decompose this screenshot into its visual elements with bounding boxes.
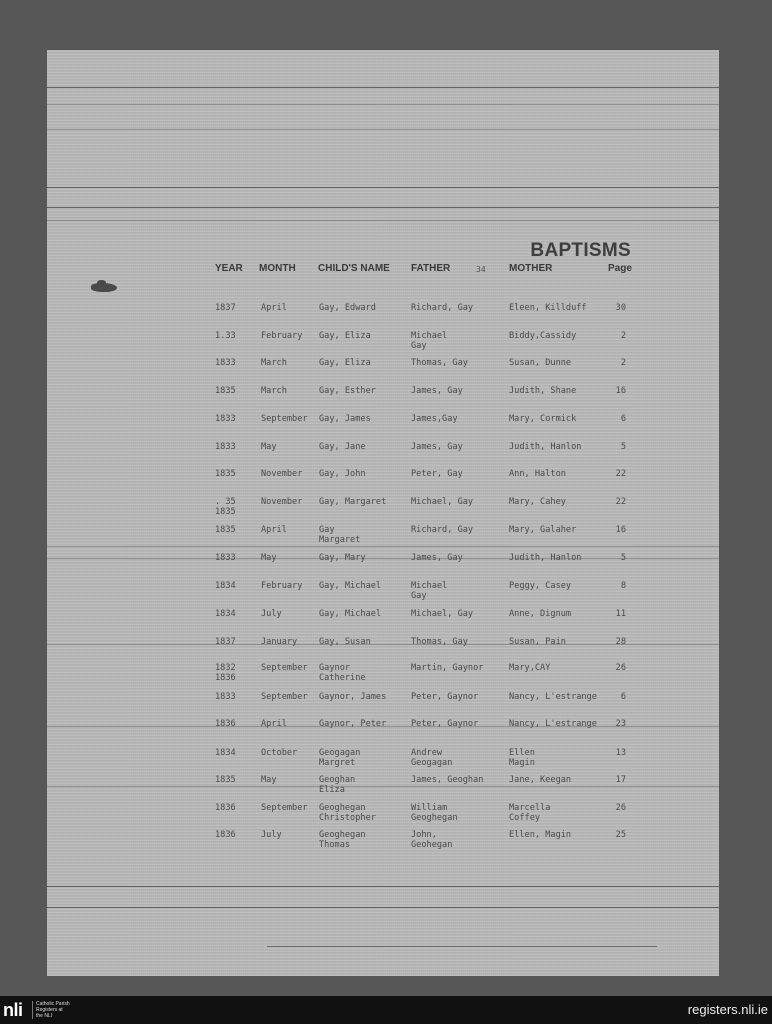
entry-child-name: [319, 581, 381, 591]
entry-father-line: Gay: [411, 591, 427, 601]
entry-page: 26: [615, 803, 626, 813]
entry-mother-line: Nancy, L'estrange: [509, 719, 597, 729]
entry-father: [411, 331, 447, 351]
entry-month-line: September: [261, 663, 308, 673]
entry-year-line: 1833: [215, 358, 236, 368]
entry-child-name-line: Gay, Michael: [319, 581, 382, 591]
entry-year-line: 1836: [215, 830, 236, 840]
entry-mother-line: Nancy, L'estrange: [509, 692, 597, 702]
column-header-father: FATHER: [411, 263, 451, 274]
entry-mother: [509, 469, 566, 479]
entry-child-name: [319, 497, 386, 507]
entry-page: 6: [620, 414, 626, 424]
entry-child-name-line: Gaynor, James: [319, 692, 387, 702]
entry-child-name-line: Gaynor, Peter: [319, 719, 387, 729]
entry-child-name: [319, 386, 376, 396]
entry-month: [261, 331, 302, 341]
entry-child-name-line: Geoghegan: [319, 803, 366, 813]
entry-month: [261, 414, 308, 424]
ruled-line: [47, 87, 719, 88]
entry-mother-line: Jane, Keegan: [509, 775, 572, 785]
entry-year-line: . 35: [215, 497, 236, 507]
entry-year-line: 1834: [215, 581, 236, 591]
entry-month: [261, 637, 297, 647]
entry-father: [411, 775, 483, 785]
entry-page: 22: [615, 497, 626, 507]
entry-mother: [509, 525, 576, 535]
entry-father-line: William: [411, 803, 448, 813]
entry-child-name-line: Gay, John: [319, 469, 366, 479]
entry-father-line: Thomas, Gay: [411, 637, 468, 647]
entry-month-line: March: [261, 386, 287, 396]
entry-father: [411, 553, 463, 563]
entry-child-name-line: Gay, James: [319, 414, 371, 424]
entry-child-name-line: Geogagan: [319, 748, 361, 758]
entry-row: [47, 719, 719, 747]
entry-father: [411, 637, 468, 647]
entry-page: 28: [615, 637, 626, 647]
entry-row: [47, 637, 719, 665]
entry-mother-line: Ellen: [509, 748, 535, 758]
entry-row: [47, 331, 719, 359]
entry-page: 13: [615, 748, 626, 758]
entry-month: [261, 609, 282, 619]
entry-row: [47, 497, 719, 525]
entry-row: [47, 553, 719, 581]
entry-father-line: James, Gay: [411, 386, 463, 396]
entry-month-line: September: [261, 803, 308, 813]
entry-father-line: John,: [411, 830, 437, 840]
entry-year: [215, 830, 236, 840]
entry-mother-line: Mary,CAY: [509, 663, 551, 673]
entry-father-line: Richard, Gay: [411, 525, 474, 535]
entry-father: [411, 414, 458, 424]
entry-father-line: Thomas, Gay: [411, 358, 468, 368]
entry-row: [47, 303, 719, 331]
entry-month-line: February: [261, 581, 303, 591]
entry-father: [411, 803, 458, 823]
entry-child-name: [319, 469, 366, 479]
entry-year-line: 1837: [215, 637, 236, 647]
entry-mother-line: Magin: [509, 758, 535, 768]
entry-father: [411, 692, 478, 702]
logo-caption-line: Registers at: [36, 1007, 63, 1013]
entry-child-name: [319, 748, 360, 768]
entry-child-name: [319, 414, 371, 424]
entry-page: 5: [620, 553, 626, 563]
entry-mother: [509, 637, 566, 647]
entry-month: [261, 830, 282, 840]
entry-father-line: Michael: [411, 331, 448, 341]
entry-month-line: July: [261, 609, 282, 619]
entry-mother: [509, 497, 566, 507]
entry-year: [215, 386, 236, 396]
entry-mother-line: Susan, Dunne: [509, 358, 572, 368]
entry-father: [411, 581, 447, 601]
entry-child-name: [319, 442, 366, 452]
entry-month: [261, 581, 302, 591]
entry-month: [261, 748, 297, 758]
entry-year-line: 1836: [215, 719, 236, 729]
entry-child-name: [319, 830, 366, 850]
entry-year: [215, 775, 236, 785]
entry-year-line: 1835: [215, 507, 236, 517]
entry-mother-line: Marcella: [509, 803, 551, 813]
entry-mother: [509, 581, 571, 591]
entry-page: 16: [615, 386, 626, 396]
entry-row: [47, 525, 719, 553]
entry-year-line: 1837: [215, 303, 236, 313]
entry-mother: [509, 803, 550, 823]
entry-mother: [509, 692, 597, 702]
entry-mother: [509, 609, 571, 619]
column-header-year: YEAR: [215, 263, 243, 274]
entry-child-name-line: Eliza: [319, 785, 345, 795]
entry-father: [411, 525, 473, 535]
entry-mother: [509, 719, 597, 729]
entry-father: [411, 386, 463, 396]
entry-year-line: 1834: [215, 609, 236, 619]
entry-father-line: James, Gay: [411, 442, 463, 452]
entry-child-name: [319, 663, 366, 683]
entry-year: [215, 609, 236, 619]
entry-month-line: April: [261, 719, 287, 729]
register-heading: BAPTISMS: [530, 240, 631, 261]
entry-row: [47, 581, 719, 609]
entry-month: [261, 497, 302, 507]
entry-father: [411, 358, 468, 368]
entry-child-name: [319, 803, 376, 823]
entry-year: [215, 803, 236, 813]
logo-divider: [32, 1001, 33, 1019]
entry-child-name-line: Gay, Edward: [319, 303, 376, 313]
entry-year: [215, 331, 236, 341]
entry-year: [215, 525, 236, 535]
entry-child-name-line: Gay, Mary: [319, 553, 366, 563]
entry-father-line: James,Gay: [411, 414, 458, 424]
entry-row: [47, 663, 719, 691]
entry-row: [47, 386, 719, 414]
entry-month-line: January: [261, 637, 298, 647]
entry-mother: [509, 358, 571, 368]
entry-child-name: [319, 358, 371, 368]
entry-mother-line: Mary, Cormick: [509, 414, 577, 424]
entry-page: 25: [615, 830, 626, 840]
entry-month: [261, 525, 287, 535]
entry-father-line: Michael, Gay: [411, 609, 474, 619]
entry-father-line: Michael, Gay: [411, 497, 474, 507]
entry-month: [261, 775, 277, 785]
logo-caption: [36, 1001, 96, 1019]
entry-month-line: October: [261, 748, 298, 758]
entry-year-line: 1835: [215, 386, 236, 396]
entry-year: [215, 303, 236, 313]
entry-father-line: Peter, Gaynor: [411, 692, 479, 702]
entry-year-line: 1.33: [215, 331, 236, 341]
entry-month: [261, 692, 308, 702]
entry-page: 26: [615, 663, 626, 673]
entry-mother-line: Peggy, Casey: [509, 581, 572, 591]
entry-month: [261, 442, 277, 452]
entry-month: [261, 803, 308, 813]
entry-father-line: Gay: [411, 341, 427, 351]
entry-page: 30: [615, 303, 626, 313]
entry-child-name-line: Margaret: [319, 535, 361, 545]
entry-year: [215, 748, 236, 758]
entry-mother: [509, 775, 571, 785]
logo-caption-line: Catholic Parish: [36, 1001, 70, 1007]
entry-child-name-line: Geoghan: [319, 775, 356, 785]
entry-child-name-line: Gay, Jane: [319, 442, 366, 452]
entry-month-line: November: [261, 497, 303, 507]
column-header-page: Page: [608, 263, 632, 274]
entry-month-line: July: [261, 830, 282, 840]
entry-month-line: May: [261, 553, 277, 563]
entry-year-line: 1832: [215, 663, 236, 673]
column-header-mother: MOTHER: [509, 263, 553, 274]
entry-mother-line: Judith, Shane: [509, 386, 577, 396]
entry-page: 23: [615, 719, 626, 729]
entry-month: [261, 469, 302, 479]
nli-logo[interactable]: nli: [3, 1000, 23, 1020]
entry-month-line: April: [261, 303, 287, 313]
entry-year: [215, 663, 236, 683]
entry-year: [215, 637, 236, 647]
entry-year: [215, 581, 236, 591]
entry-page: 6: [620, 692, 626, 702]
entry-year-line: 1836: [215, 673, 236, 683]
entry-child-name: [319, 553, 366, 563]
entry-row: [47, 358, 719, 386]
entry-page: 22: [615, 469, 626, 479]
entry-month: [261, 719, 287, 729]
entry-child-name: [319, 331, 371, 341]
entry-mother-line: Judith, Hanlon: [509, 553, 582, 563]
entry-father: [411, 609, 473, 619]
entry-page: 5: [620, 442, 626, 452]
entry-year: [215, 553, 236, 563]
entry-month-line: November: [261, 469, 303, 479]
entry-mother: [509, 442, 581, 452]
entry-month-line: May: [261, 775, 277, 785]
ruled-line: [47, 207, 719, 208]
entry-year: [215, 497, 236, 517]
entry-month: [261, 553, 277, 563]
entry-year: [215, 469, 236, 479]
ruled-line: [47, 220, 719, 221]
entry-year: [215, 719, 236, 729]
entry-child-name: [319, 637, 371, 647]
entry-father-line: Geoghegan: [411, 813, 458, 823]
entry-mother: [509, 386, 576, 396]
entry-year-line: 1836: [215, 803, 236, 813]
entry-child-name-line: Gay: [319, 525, 335, 535]
entry-page: 2: [620, 331, 626, 341]
entry-child-name-line: Gay, Michael: [319, 609, 382, 619]
entry-year-line: 1834: [215, 748, 236, 758]
entry-mother-line: Ellen, Magin: [509, 830, 572, 840]
entry-father: [411, 830, 452, 850]
entry-mother-line: Anne, Dignum: [509, 609, 572, 619]
entry-child-name-line: Gay, Margaret: [319, 497, 387, 507]
entry-child-name: [319, 609, 381, 619]
entry-year-line: 1833: [215, 553, 236, 563]
entry-row: [47, 442, 719, 470]
entry-child-name-line: Gay, Eliza: [319, 331, 371, 341]
entry-mother-line: Eleen, Killduff: [509, 303, 587, 313]
column-header-month: MONTH: [259, 263, 296, 274]
entry-year: [215, 414, 236, 424]
entry-row: [47, 609, 719, 637]
entry-month: [261, 358, 287, 368]
entry-father-line: Peter, Gay: [411, 469, 463, 479]
entry-year-line: 1833: [215, 692, 236, 702]
entry-row: [47, 414, 719, 442]
entry-page: 8: [620, 581, 626, 591]
register-page: [47, 50, 719, 976]
column-header-child: CHILD'S NAME: [318, 263, 390, 274]
entry-child-name-line: Christopher: [319, 813, 376, 823]
entry-father-line: Martin, Gaynor: [411, 663, 484, 673]
entry-father-line: James, Geoghan: [411, 775, 484, 785]
entry-year-line: 1835: [215, 775, 236, 785]
site-link[interactable]: registers.nli.ie: [687, 1002, 768, 1017]
entry-mother: [509, 303, 587, 313]
entry-father-line: James, Gay: [411, 553, 463, 563]
entry-page: 2: [620, 358, 626, 368]
entry-child-name-line: Thomas: [319, 840, 351, 850]
entry-child-name: [319, 775, 355, 795]
entry-father-line: Michael: [411, 581, 448, 591]
entry-mother-line: Mary, Galaher: [509, 525, 577, 535]
entry-mother-line: Coffey: [509, 813, 541, 823]
entry-month-line: March: [261, 358, 287, 368]
entry-month: [261, 303, 287, 313]
ink-blot: [91, 283, 117, 292]
entry-year-line: 1833: [215, 442, 236, 452]
entry-mother: [509, 553, 581, 563]
entry-mother-line: Mary, Cahey: [509, 497, 566, 507]
entry-child-name-line: Gaynor: [319, 663, 351, 673]
ruled-line: [47, 886, 719, 887]
entry-child-name: [319, 719, 386, 729]
entry-month: [261, 386, 287, 396]
entry-row: [47, 803, 719, 831]
entry-month-line: September: [261, 414, 308, 424]
entry-mother-line: Susan, Pain: [509, 637, 566, 647]
entry-father: [411, 663, 483, 673]
entry-child-name-line: Catherine: [319, 673, 366, 683]
bottom-rule: [267, 946, 657, 947]
entry-month: [261, 663, 308, 673]
entry-page: 11: [615, 609, 626, 619]
entry-mother: [509, 748, 535, 768]
entry-year: [215, 442, 236, 452]
entry-year-line: 1833: [215, 414, 236, 424]
entry-month-line: May: [261, 442, 277, 452]
entry-row: [47, 469, 719, 497]
entry-month-line: February: [261, 331, 303, 341]
footer-bar: [0, 996, 772, 1024]
ruled-line: [47, 187, 719, 188]
entry-month-line: April: [261, 525, 287, 535]
entry-father-line: Geohegan: [411, 840, 453, 850]
entry-year: [215, 692, 236, 702]
entry-row: [47, 692, 719, 720]
entry-mother-line: Ann, Halton: [509, 469, 566, 479]
entry-mother: [509, 331, 576, 341]
entry-mother: [509, 830, 571, 840]
entry-child-name-line: Gay, Susan: [319, 637, 371, 647]
entry-mother-line: Biddy,Cassidy: [509, 331, 577, 341]
ruled-line: [47, 129, 719, 130]
entry-page: 16: [615, 525, 626, 535]
entry-father: [411, 303, 473, 313]
entry-mother: [509, 414, 576, 424]
entry-child-name-line: Gay, Eliza: [319, 358, 371, 368]
entry-mother-line: Judith, Hanlon: [509, 442, 582, 452]
entry-row: [47, 830, 719, 858]
entry-child-name: [319, 303, 376, 313]
entry-year-line: 1835: [215, 469, 236, 479]
entry-father: [411, 497, 473, 507]
entry-father-line: Geogagan: [411, 758, 453, 768]
entry-father-line: Richard, Gay: [411, 303, 474, 313]
ruled-line: [47, 907, 719, 908]
entry-child-name-line: Gay, Esther: [319, 386, 376, 396]
entry-father: [411, 469, 463, 479]
page-note: 34: [476, 265, 486, 274]
entry-father-line: Andrew: [411, 748, 443, 758]
entry-child-name: [319, 692, 386, 702]
entry-father: [411, 719, 478, 729]
entry-row: [47, 775, 719, 803]
entry-page: 17: [615, 775, 626, 785]
entry-row: [47, 748, 719, 776]
entry-child-name: [319, 525, 360, 545]
entry-year: [215, 358, 236, 368]
entry-month-line: September: [261, 692, 308, 702]
entry-father: [411, 442, 463, 452]
entry-year-line: 1835: [215, 525, 236, 535]
ruled-line: [47, 104, 719, 105]
logo-caption-line: the NLI: [36, 1013, 53, 1019]
entry-child-name-line: Margret: [319, 758, 356, 768]
entry-child-name-line: Geoghegan: [319, 830, 366, 840]
entry-mother: [509, 663, 550, 673]
entry-father-line: Peter, Gaynor: [411, 719, 479, 729]
entry-father: [411, 748, 452, 768]
